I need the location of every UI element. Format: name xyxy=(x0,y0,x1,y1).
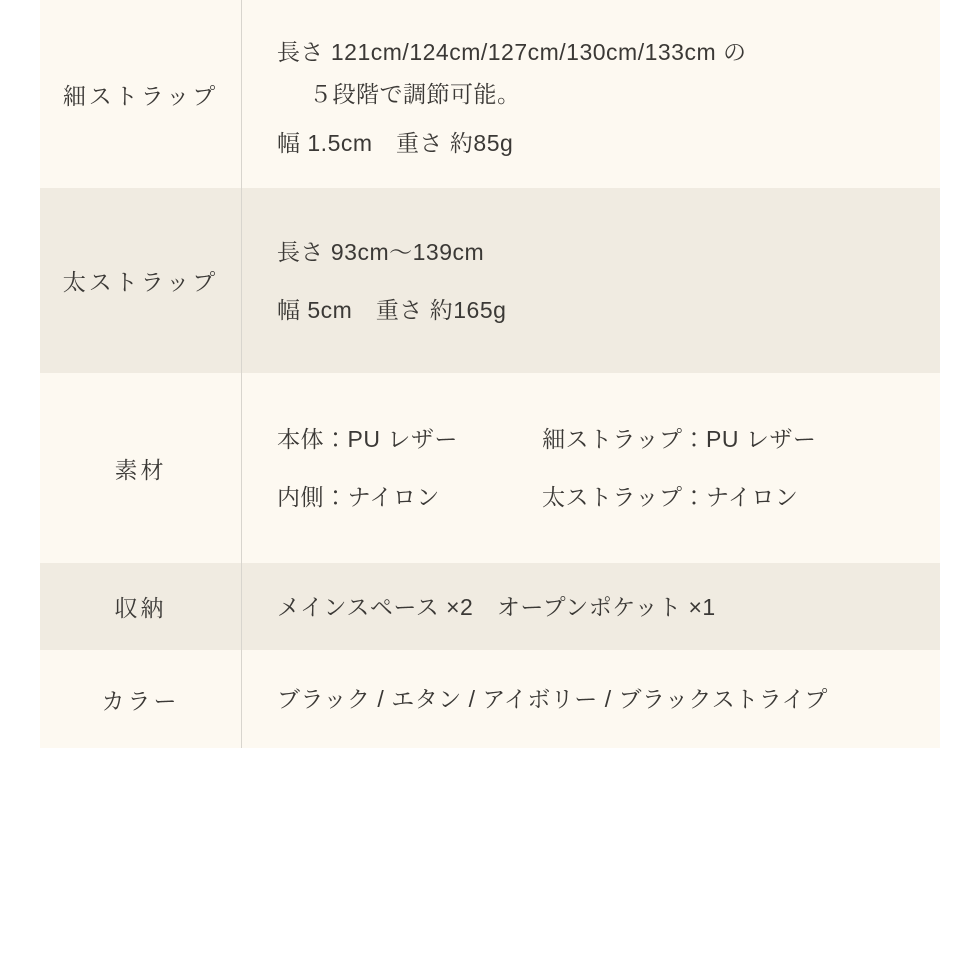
spec-value-cell-material xyxy=(242,373,940,563)
spec-row-thick-strap xyxy=(40,188,940,373)
spec-row-color xyxy=(40,650,940,748)
thin-strap-label: 細ストラップ xyxy=(62,82,219,109)
thin-strap-length-text xyxy=(277,31,920,115)
spec-row-thin-strap xyxy=(40,0,940,188)
spec-value-cell-storage xyxy=(242,563,940,650)
storage-label: 収納 xyxy=(114,595,167,621)
thick-strap-label: 太ストラップ xyxy=(62,269,219,295)
thin-strap-length-line2: ５段階で調節可能。 xyxy=(309,80,521,107)
spec-label-cell-thick-strap xyxy=(40,188,242,373)
material-inner-text: 内側：ナイロン xyxy=(277,484,440,510)
storage-value-text: メインスペース ×2 オープンポケット ×1 xyxy=(277,593,716,620)
spec-value-cell-thick-strap xyxy=(242,188,940,373)
color-value-text: ブラック / エタン / アイボリー / ブラックストライプ xyxy=(277,686,828,712)
material-label: 素材 xyxy=(114,456,167,483)
material-grid xyxy=(277,425,920,511)
spec-label-cell-color xyxy=(40,650,242,748)
spec-label-cell-material xyxy=(40,373,242,563)
spec-label-cell-thin-strap xyxy=(40,0,242,188)
thin-strap-size-text: 幅 1.5cm 重さ 約85g xyxy=(277,129,514,156)
material-body-text: 本体：PU レザー xyxy=(277,426,458,452)
thick-strap-length-text: 長さ 93cm〜139cm xyxy=(277,238,485,265)
spec-label-cell-storage xyxy=(40,563,242,650)
spec-value-cell-thin-strap xyxy=(242,0,940,188)
material-thin-strap-text: 細ストラップ：PU レザー xyxy=(542,426,817,452)
thick-strap-size-text: 幅 5cm 重さ 約165g xyxy=(277,296,507,323)
product-spec-table xyxy=(40,0,940,748)
spec-row-material xyxy=(40,373,940,563)
material-thick-strap-text: 太ストラップ：ナイロン xyxy=(542,484,799,510)
color-label: カラー xyxy=(101,687,180,714)
spec-row-storage xyxy=(40,563,940,650)
thin-strap-length-line1: 長さ 121cm/124cm/127cm/130cm/133cm の xyxy=(277,38,747,65)
spec-value-cell-color xyxy=(242,650,940,748)
